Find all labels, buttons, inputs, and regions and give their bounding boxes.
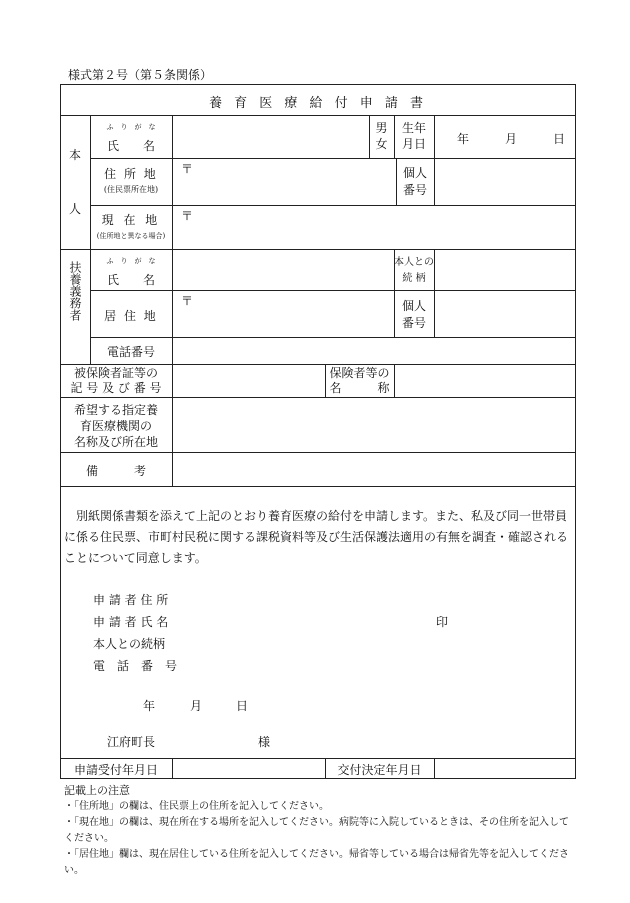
guardian-phone-field[interactable] (175, 339, 573, 363)
note-item: ・「住所地」の欄は、住民票上の住所を記入してください。 (64, 801, 329, 812)
mayor-label: 江府町長 (107, 735, 156, 749)
guardian-relation-label: 本人との 続 柄 (394, 257, 434, 284)
patient-sex-label: 男 女 (375, 121, 388, 151)
patient-current-field[interactable] (175, 207, 573, 247)
patient-address-label: 住 所 地 (104, 167, 158, 181)
remarks-label: 備 考 (85, 464, 146, 478)
guardian-personal-number-field[interactable] (437, 292, 573, 335)
notes-heading: 記載上の注意 (64, 784, 130, 797)
applicant-phone-label: 電 話 番 号 (93, 659, 178, 673)
guardian-phone-label: 電話番号 (106, 345, 155, 359)
guardian-residence-label: 居 住 地 (104, 309, 158, 323)
decision-date-label: 交付決定年月日 (337, 763, 422, 777)
note-item: ・「現在地」の欄は、現在所在する場所を記入してください。病院等に入院しているときは、その住所を記入してください。 (64, 817, 569, 844)
patient-name-field[interactable] (175, 118, 365, 156)
patient-group-label: 本 人 (68, 148, 81, 216)
patient-name-label: 氏 名 (106, 139, 155, 153)
applicant-name-label: 申 請 者 氏 名 (93, 615, 169, 629)
patient-personal-number-field[interactable] (437, 160, 573, 203)
insurance-card-field[interactable] (175, 366, 323, 396)
applicant-name-field[interactable] (180, 611, 430, 629)
guardian-name-label: 氏 名 (106, 273, 155, 287)
declaration-text: 別紙関係書類を添えて上記のとおり養育医療の給付を申請します。また、私及び同一世帯員に係る住民票、市町村民税に関する課税資料等及び生活保護法適用の有無を調査・確認されることについて同意します。 (64, 509, 569, 565)
applicant-address-label: 申 請 者 住 所 (93, 593, 169, 607)
patient-current-postal-mark: 〒 (181, 209, 194, 223)
note-item: ・「居住地」欄は、現在居住している住所を記入してください。帰省等している場合は帰省先等を記入してください。 (64, 849, 569, 876)
guardian-group-label: 扶養義務者 (68, 261, 82, 321)
date-month-label: 月 (190, 699, 203, 713)
received-date-field[interactable] (175, 760, 323, 777)
insurer-name-label: 保険者等の 名 称 (329, 366, 390, 395)
patient-birth-label: 生年 月日 (401, 121, 426, 151)
applicant-relation-label: 本人との続柄 (93, 637, 166, 651)
patient-address-postal-mark: 〒 (181, 162, 194, 176)
patient-furigana-label: ふ り が な (106, 123, 156, 131)
institution-field[interactable] (175, 399, 573, 450)
guardian-furigana-label: ふ り が な (106, 257, 156, 265)
guardian-personal-number-label: 個人 番号 (401, 299, 426, 330)
applicant-phone-field[interactable] (180, 655, 560, 673)
mayor-honorific: 様 (258, 735, 271, 749)
decision-date-field[interactable] (437, 760, 573, 777)
institution-label: 希望する指定養 育医療機関の 名称及び所在地 (73, 403, 158, 449)
insurance-card-label: 被保険者証等の 記 号 及 び 番 号 (70, 366, 162, 395)
date-year-label: 年 (143, 699, 156, 713)
patient-personal-number-label: 個人 番号 (402, 166, 427, 197)
guardian-relation-field[interactable] (437, 252, 573, 288)
form-title: 養 育 医 療 給 付 申 請 書 (208, 96, 428, 111)
patient-current-note: (住所地と異なる場合) (96, 232, 166, 240)
form-number: 様式第２号（第５条関係） (68, 68, 213, 82)
remarks-field[interactable] (175, 454, 573, 484)
patient-address-field[interactable] (175, 160, 393, 203)
patient-current-label: 現 在 地 (101, 213, 161, 227)
applicant-relation-field[interactable] (180, 633, 560, 651)
insurer-name-field[interactable] (397, 366, 573, 396)
guardian-residence-postal-mark: 〒 (181, 294, 194, 308)
applicant-address-field[interactable] (180, 589, 560, 607)
guardian-name-field[interactable] (175, 252, 392, 288)
seal-mark: 印 (436, 615, 449, 629)
received-date-label: 申請受付年月日 (73, 763, 158, 777)
date-day-label: 日 (236, 699, 249, 713)
guardian-residence-field[interactable] (175, 292, 392, 335)
patient-address-note: (住民票所在地) (103, 185, 159, 194)
patient-birth-value[interactable]: 年 月 日 (456, 132, 565, 146)
